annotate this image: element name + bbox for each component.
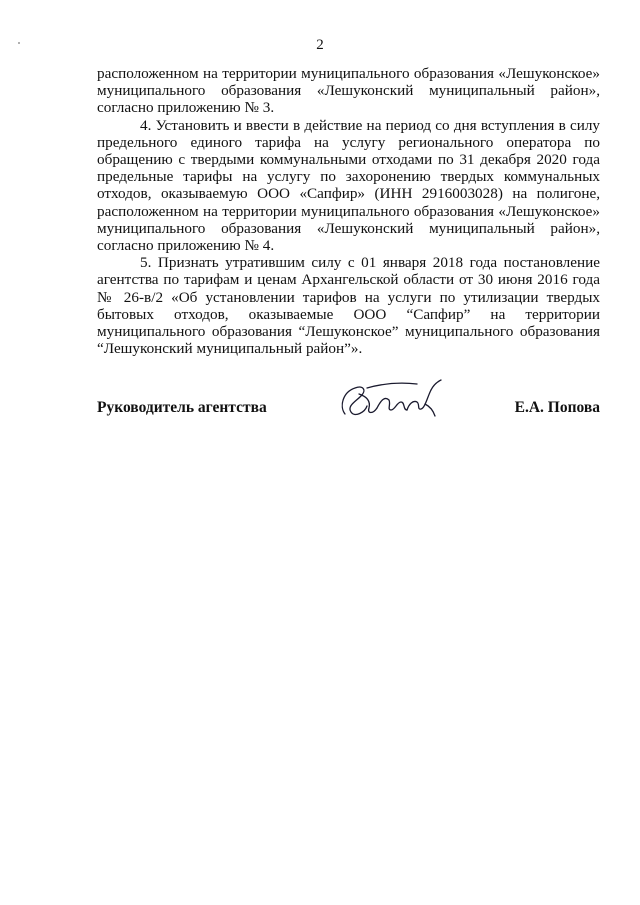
handwritten-signature <box>337 376 447 424</box>
page-number: 2 <box>316 37 324 53</box>
paragraph-continuation: расположенном на территории муниципального образования «Лешуконское» муниципального образования «Лешуконский муниципальный район», согласно приложению № 3. <box>97 65 600 117</box>
signatory-name: Е.А. Попова <box>514 399 600 416</box>
paragraph-item-5: 5. Признать утратившим силу с 01 января 2018 года постановление агентства по тарифам и ценам Архангельской области от 30 июня 2016 года № 26-в/2 «Об установлении тарифов на услуги по утилизации твердых бытовых отходов, оказываемые ООО “Сапфир” на территории муниципального образования “Лешуконское” муниципального образования “Лешуконский муниципальный район”». <box>97 254 600 358</box>
signatory-title: Руководитель агентства <box>97 399 267 416</box>
paragraph-item-4: 4. Установить и ввести в действие на период со дня вступления в силу предельного единого тарифа на услугу регионального оператора по обращению с твердыми коммунальными отходами по 31 декабря 2020 года предельные тарифы на услугу по захоронению твердых коммунальных отходов, оказываемую ООО «Сапфир» (ИНН 2916003028) на полигоне, расположенном на территории муниципального образования «Лешуконское» муниципального образования «Лешуконский муниципальный район», согласно приложению № 4. <box>97 116 600 255</box>
signature-block <box>97 376 600 436</box>
document-body <box>97 65 600 357</box>
